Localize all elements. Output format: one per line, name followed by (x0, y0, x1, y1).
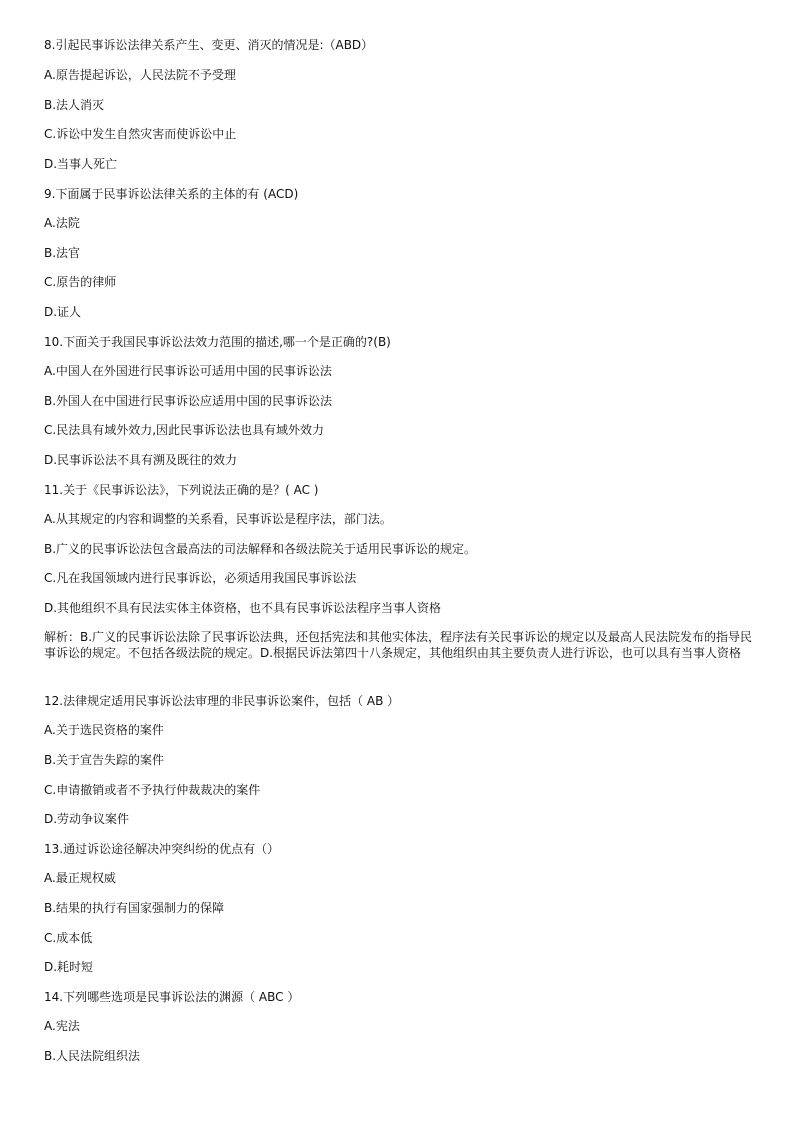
question-13-option-c: C.成本低 (44, 931, 93, 945)
question-13-option-b: B.结果的执行有国家强制力的保障 (44, 901, 225, 915)
question-10-option-d: D.民事诉讼法不具有溯及既往的效力 (44, 453, 238, 467)
question-14-stem: 14.下列哪些选项是民事诉讼法的渊源（ ABC ） (44, 990, 300, 1004)
question-12-option-d: D.劳动争议案件 (44, 812, 130, 826)
question-8-option-a: A.原告提起诉讼，人民法院不予受理 (44, 68, 236, 82)
question-11-option-a: A.从其规定的内容和调整的关系看，民事诉讼是程序法，部门法。 (44, 512, 392, 526)
question-13-option-d: D.耗时短 (44, 960, 94, 974)
question-11-stem: 11.关于《民事诉讼法》，下列说法正确的是？( AC ) (44, 483, 319, 497)
question-8-option-b: B.法人消灭 (44, 98, 105, 112)
question-11-option-c: C.凡在我国领域内进行民事诉讼，必须适用我国民事诉讼法 (44, 571, 357, 585)
question-10-option-a: A.中国人在外国进行民事诉讼可适用中国的民事诉讼法 (44, 364, 332, 378)
question-14-option-b: B.人民法院组织法 (44, 1049, 141, 1063)
question-9-option-a: A.法院 (44, 216, 80, 230)
question-12-option-b: B.关于宣告失踪的案件 (44, 753, 165, 767)
question-9-stem: 9.下面属于民事诉讼法律关系的主体的有 (ACD) (44, 187, 299, 201)
question-8-option-d: D.当事人死亡 (44, 157, 118, 171)
question-8-stem: 8.引起民事诉讼法律关系产生、变更、消灭的情况是:（ABD） (44, 38, 374, 52)
question-8-option-c: C.诉讼中发生自然灾害而使诉讼中止 (44, 127, 237, 141)
question-10-option-c: C.民法具有域外效力,因此民事诉讼法也具有域外效力 (44, 423, 325, 437)
question-13-stem: 13.通过诉讼途径解决冲突纠纷的优点有（） (44, 842, 280, 856)
question-12-option-a: A.关于选民资格的案件 (44, 723, 164, 737)
question-10-stem: 10.下面关于我国民事诉讼法效力范围的描述,哪一个是正确的?(B) (44, 335, 391, 349)
question-11-option-d: D.其他组织不具有民法实体主体资格，也不具有民事诉讼法程序当事人资格 (44, 601, 442, 615)
question-11-option-b: B.广义的民事诉讼法包含最高法的司法解释和各级法院关于适用民事诉讼的规定。 (44, 542, 477, 556)
question-13-option-a: A.最正规权威 (44, 871, 116, 885)
question-12-option-c: C.申请撤销或者不予执行仲裁裁决的案件 (44, 783, 261, 797)
question-9-option-d: D.证人 (44, 305, 82, 319)
question-9-option-b: B.法官 (44, 246, 81, 260)
question-9-option-c: C.原告的律师 (44, 275, 117, 289)
question-12-stem: 12.法律规定适用民事诉讼法审理的非民事诉讼案件，包括（ AB ） (44, 694, 400, 708)
question-11-analysis: 解析：B.广义的民事诉讼法除了民事诉讼法典，还包括宪法和其他实体法，程序法有关民事诉讼的规定以及最高人民法院发布的指导民事诉讼的规定。不包括各级法院的规定。D.根据民诉法第四十八条规定，其他组织由其主要负责人进行诉讼，也可以具有当事人资格 (44, 630, 753, 660)
question-14-option-a: A.宪法 (44, 1019, 80, 1033)
question-10-option-b: B.外国人在中国进行民事诉讼应适用中国的民事诉讼法 (44, 394, 333, 408)
